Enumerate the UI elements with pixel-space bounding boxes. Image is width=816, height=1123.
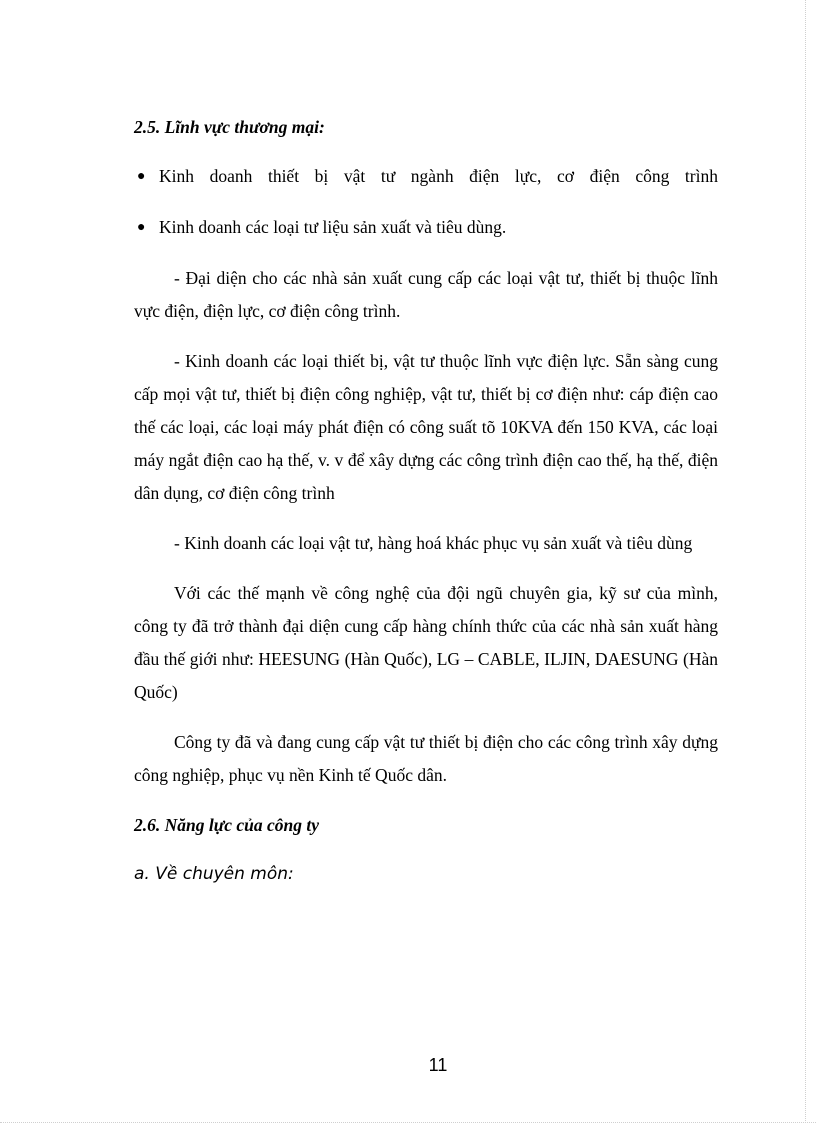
bullet-list [134, 160, 718, 244]
paragraph: - Đại diện cho các nhà sản xuất cung cấp các loại vật tư, thiết bị thuộc lĩnh vực điện, điện lực, cơ điện công trình. [134, 268, 718, 321]
section-heading-2-5: 2.5. Lĩnh vực thương mại: [134, 117, 325, 137]
paragraph: Với các thế mạnh về công nghệ của đội ngũ chuyên gia, kỹ sư của mình, công ty đã trở thành đại diện cung cấp hàng chính thức của các nhà sản xuất hàng đầu thế giới như: HEESUNG (Hàn Quốc), LG – CABLE, ILJIN, DAESUNG (Hàn Quốc) [134, 583, 718, 702]
bullet-dot-icon: ● [137, 169, 146, 184]
list-item [134, 211, 718, 244]
list-item-text: Kinh doanh các loại tư liệu sản xuất và tiêu dùng. [159, 217, 507, 237]
paragraph: - Kinh doanh các loại vật tư, hàng hoá khác phục vụ sản xuất và tiêu dùng [174, 533, 693, 553]
page-border-right [805, 0, 806, 1123]
document-body [134, 111, 718, 891]
paragraph: Công ty đã và đang cung cấp vật tư thiết bị điện cho các công trình xây dựng công nghiệp, phục vụ nền Kinh tế Quốc dân. [134, 732, 718, 785]
subheading: a. Về chuyên môn: [134, 864, 294, 884]
section-heading-2-6: 2.6. Năng lực của công ty [134, 815, 319, 835]
bullet-dot-icon: ● [137, 220, 146, 235]
page-number: 11 [428, 1055, 448, 1075]
list-item [134, 160, 718, 193]
paragraph: - Kinh doanh các loại thiết bị, vật tư thuộc lĩnh vực điện lực. Sẵn sàng cung cấp mọi vật tư, thiết bị điện công nghiệp, vật tư, thiết bị cơ điện như: cáp điện cao thế các loại, các loại máy phát điện có công suất tõ 10KVA đến 150 KVA, các loại máy ngắt điện cao hạ thế, v. v để xây dựng các công trình điện cao thế, hạ thế, điện dân dụng, cơ điện công trình [134, 351, 718, 503]
list-item-text: Kinh doanh thiết bị vật tư ngành điện lực, cơ điện công trình [159, 166, 718, 186]
